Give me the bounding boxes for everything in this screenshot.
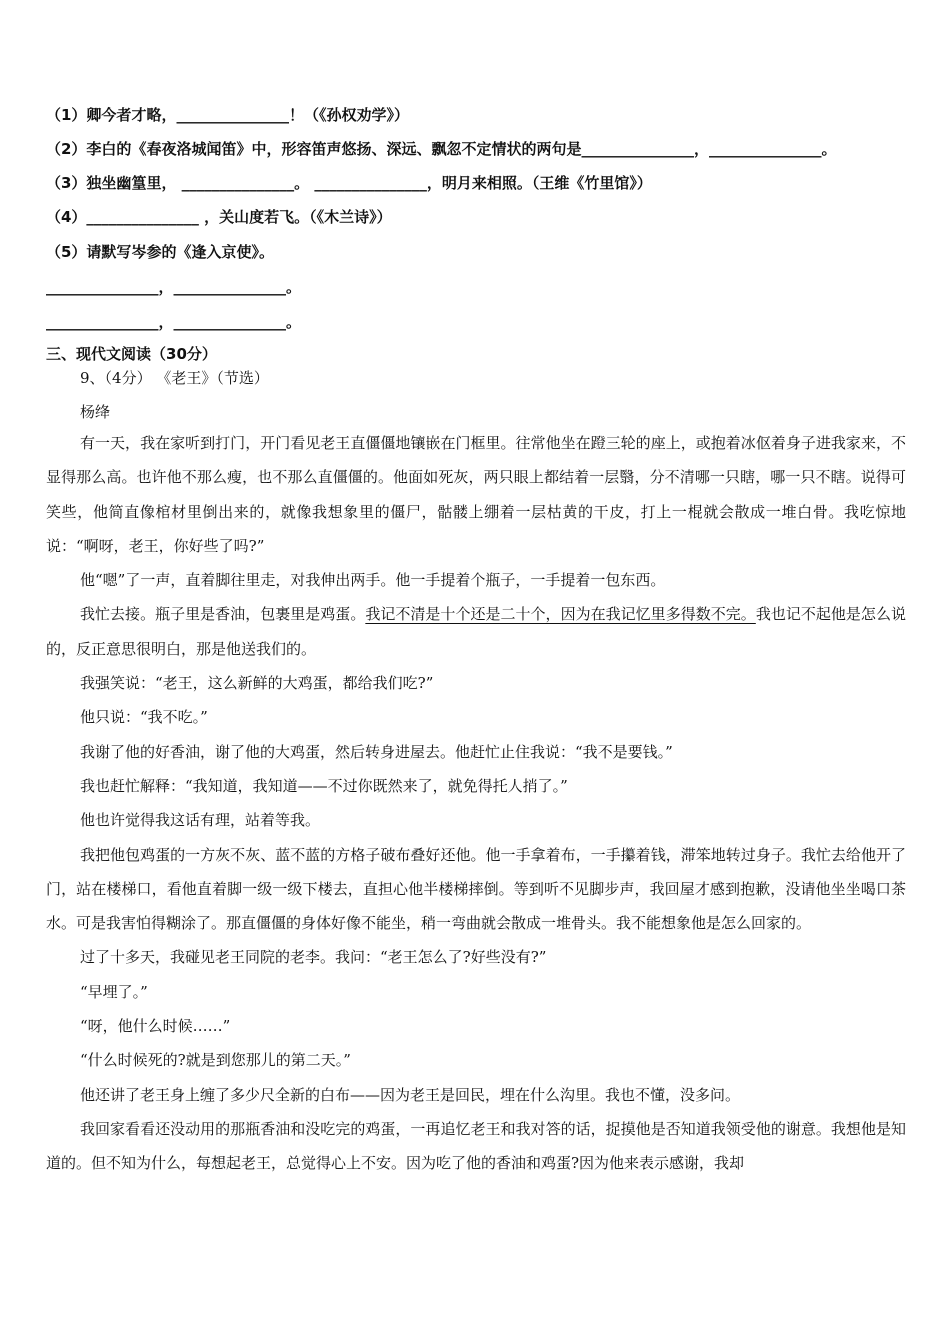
paragraph-3 [46,597,906,666]
item-title: 9、（4分） 《老王》（节选） [80,369,269,387]
question-5: （5）请默写岑参的《逢入京使》。 [46,243,274,261]
paragraph-7: 我也赶忙解释：“我知道，我知道——不过你既然来了，就免得托人捎了。” [80,776,568,795]
paragraph-1: 有一天，我在家听到打门，开门看见老王直僵僵地镶嵌在门框里。往常他坐在蹬三轮的座上，或抱着冰伛着身子进我家来，不显得那么高。也许他不那么瘦，也不那么直僵僵的。他面如死灰，两只眼上都结着一层翳，分不清哪一只瞎，哪一只不瞎。说得可笑些，他简直像棺材里倒出来的，就像我想象里的僵尸，骷髅上绷着一层枯黄的干皮，打上一棍就会散成一堆白骨。我吃惊地说：“啊呀，老王，你好些了吗?” [46,434,906,555]
question-2: （2）李白的《春夜洛城闻笛》中，形容笛声悠扬、深远、飘忽不定情状的两句是_______________，_______________。 [46,140,837,158]
question-3: （3）独坐幽篁里， _______________。 _______________，明月来相照。（王维《竹里馆》） [46,174,652,192]
answer-blank-line-2: _______________，_______________。 [46,313,302,331]
question-4: （4）_______________ ，关山度若飞。（《木兰诗》） [46,208,392,226]
paragraph-8: 他也许觉得我这话有理，站着等我。 [80,811,321,830]
paragraph-3-text-b: 我也记不起他是怎么说的，反正意思很明白，那是他送我们的。 [46,605,906,658]
paragraph-4: 我强笑说：“老王，这么新鲜的大鸡蛋，都给我们吃?” [80,674,434,693]
paragraph-9: 我把他包鸡蛋的一方灰不灰、蓝不蓝的方格子破布叠好还他。他一手拿着布，一手攥着钱，滞笨地转过身子。我忙去给他开了门，站在楼梯口，看他直着脚一级一级下楼去，直担心他半楼梯摔倒。等到听不见脚步声，我回屋才感到抱歉，没请他坐坐喝口茶水。可是我害怕得糊涂了。那直僵僵的身体好像不能坐，稍一弯曲就会散成一堆骨头。我不能想象他是怎么回家的。 [46,845,906,933]
answer-blank-line-1: _______________，_______________。 [46,278,302,296]
section-heading: 三、现代文阅读（30分） [46,345,217,363]
paragraph-14: 他还讲了老王身上缠了多少尺全新的白布——因为老王是回民，埋在什么沟里。我也不懂，没多问。 [80,1085,741,1104]
paragraph-10: 过了十多天，我碰见老王同院的老李。我问：“老王怎么了?好些没有?” [80,948,547,967]
underlined-sentence: 我记不清是十个还是二十个，因为在我记忆里多得数不完。 [365,605,756,624]
paragraph-12: “呀，他什么时候……” [80,1017,231,1036]
paragraph-11: “早埋了。” [80,982,148,1001]
paragraph-2: 他“嗯”了一声，直着脚往里走，对我伸出两手。他一手提着个瓶子，一手提着一包东西。 [80,571,666,590]
paragraph-15: 我回家看看还没动用的那瓶香油和没吃完的鸡蛋，一再追忆老王和我对答的话，捉摸他是否知道我领受他的谢意。我想他是知道的。但不知为什么，每想起老王，总觉得心上不安。因为吃了他的香油和鸡蛋?因为他来表示感谢，我却 [46,1119,906,1173]
paragraph-13: “什么时候死的?就是到您那儿的第二天。” [80,1051,351,1070]
article-body [46,426,906,1181]
paragraph-6: 我谢了他的好香油，谢了他的大鸡蛋，然后转身进屋去。他赶忙止住我说：“我不是要钱。” [80,742,673,761]
question-1: （1）卿今者才略，_______________！（《孙权劝学》） [46,106,409,124]
paragraph-3-text-a: 我忙去接。瓶子里是香油，包裹里是鸡蛋。 [80,605,366,624]
paragraph-5: 他只说：“我不吃。” [80,708,208,727]
author: 杨绛 [80,403,111,421]
